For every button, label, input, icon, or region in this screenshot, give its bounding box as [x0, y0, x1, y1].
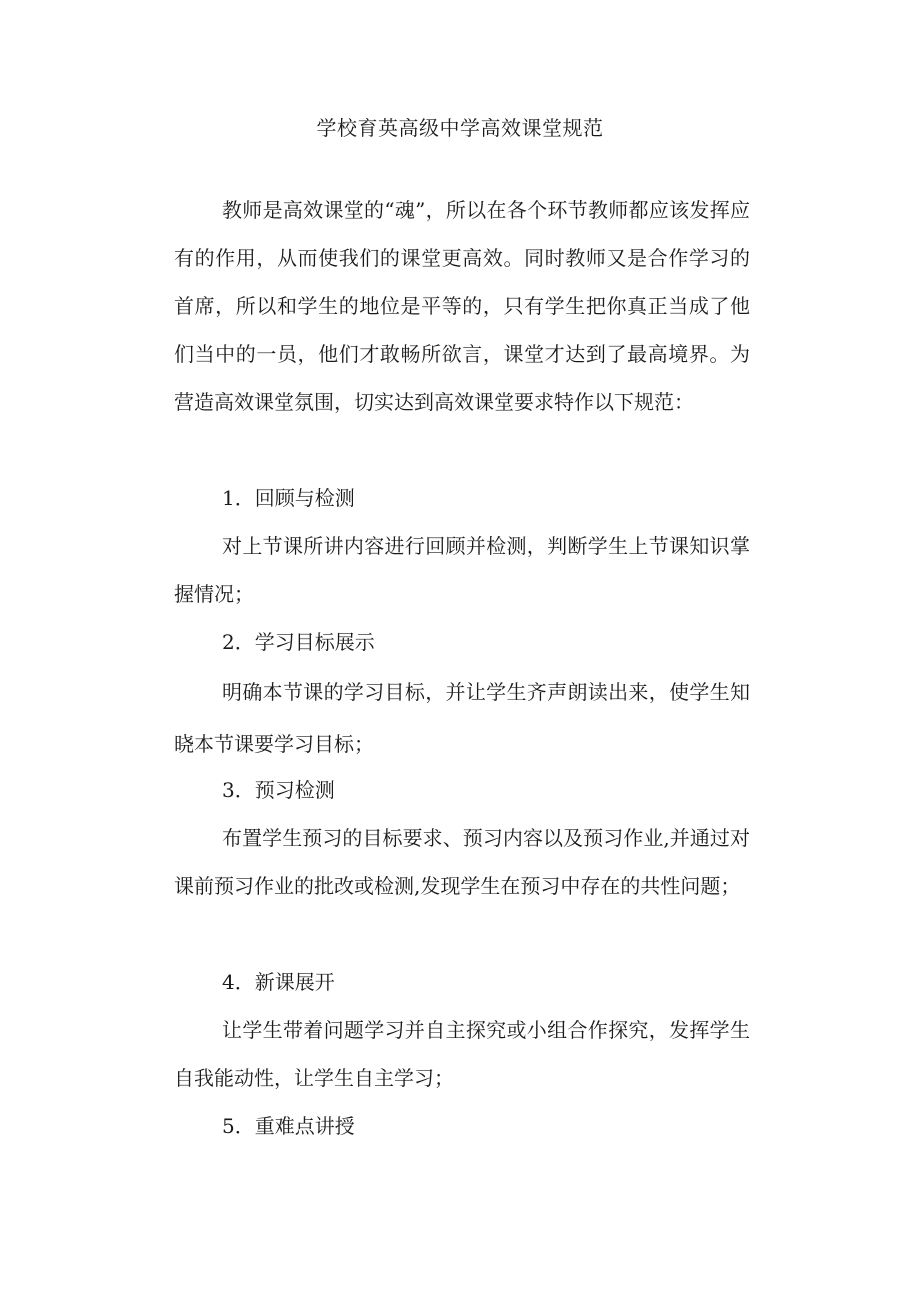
section-paragraph-4: 让学生带着问题学习并自主探究或小组合作探究，发挥学生自我能动性，让学生自主学习； [174, 1018, 750, 1090]
section-heading-5: 5．重难点讲授 [222, 1114, 355, 1138]
section-paragraph-1: 对上节课所讲内容进行回顾并检测，判断学生上节课知识掌握情况； [174, 534, 750, 606]
section-heading-3: 3．预习检测 [222, 778, 335, 802]
intro-paragraph: 教师是高效课堂的“魂”，所以在各个环节教师都应该发挥应有的作用，从而使我们的课堂更高效。同时教师又是合作学习的首席，所以和学生的地位是平等的，只有学生把你真正当成了他们当中的一员，他们才敢畅所欲言，课堂才达到了最高境界。为营造高效课堂氛围，切实达到高效课堂要求特作以下规范： [174, 198, 750, 414]
section-heading-4: 4．新课展开 [222, 970, 335, 994]
section-paragraph-2: 明确本节课的学习目标，并让学生齐声朗读出来，使学生知晓本节课要学习目标； [174, 680, 750, 756]
section-heading-2: 2．学习目标展示 [222, 630, 375, 654]
section-heading-1: 1．回顾与检测 [222, 486, 355, 510]
section-paragraph-3: 布置学生预习的目标要求、预习内容以及预习作业,并通过对课前预习作业的批改或检测,发现学生在预习中存在的共性问题； [174, 826, 750, 898]
document-title: 学校育英高级中学高效课堂规范 [316, 116, 604, 140]
